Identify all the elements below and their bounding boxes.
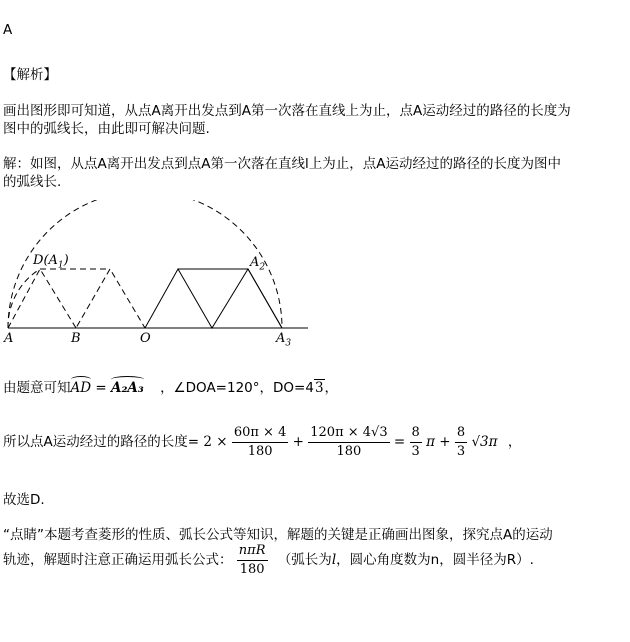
geometry-diagram bbox=[0, 200, 320, 345]
formula-path-length: 所以点A运动经过的路径的长度= 2 × $\frac{60\pi \times 4}{180}$ + $\frac{120\pi \times 4√3}{180}$ = $\frac{8}{3}$ π + $\frac{8}{3}$ √3π ， bbox=[3, 424, 522, 459]
analysis-line-2: 图中的弧线长，由此即可解决问题. bbox=[3, 121, 210, 137]
dashed-rhombus-2 bbox=[40, 269, 145, 328]
section-header: 【解析】 bbox=[3, 67, 57, 83]
label-O: O bbox=[140, 331, 151, 346]
solid-rhombus bbox=[145, 269, 282, 328]
arc-AD: AD bbox=[70, 380, 92, 396]
choice-text: 故选D. bbox=[3, 492, 45, 508]
label-B: B bbox=[71, 331, 81, 346]
label-A: A bbox=[4, 331, 14, 346]
solution-line-1: 解：如图，从点A离开出发点到点A第一次落在直线l上为止，点A运动经过的路径的长度为图中 bbox=[3, 156, 561, 172]
commentary-line-2: 轨迹，解题时注意正确运用弧长公式： $\frac{\text{nπR}}{180}$ （弧长为l，圆心角度数为n，圆半径为R）. bbox=[3, 542, 534, 577]
label-D: $D(A_1)$ bbox=[33, 253, 69, 271]
label-A2: $A_2$ bbox=[250, 255, 266, 273]
solution-line-2: 的弧线长. bbox=[3, 174, 62, 190]
formula-arc-equality: 由题意可知AD = A₂A₃ ，∠DOA=120°，DO=43， bbox=[3, 380, 339, 396]
label-A3: $A_3$ bbox=[276, 331, 292, 349]
arc-A2A3: A₂A₃ bbox=[110, 380, 144, 396]
answer-text: A bbox=[3, 22, 13, 38]
commentary-line-1: “点睛”本题考查菱形的性质、弧长公式等知识，解题的关键是正确画出图象，探究点A的运动 bbox=[3, 527, 553, 543]
dashed-rhombus-1 bbox=[8, 269, 76, 328]
analysis-line-1: 画出图形即可知道，从点A离开出发点到A第一次落在直线上为止，点A运动经过的路径的长度为 bbox=[3, 103, 571, 119]
solid-edge-a2-a3 bbox=[248, 269, 282, 328]
